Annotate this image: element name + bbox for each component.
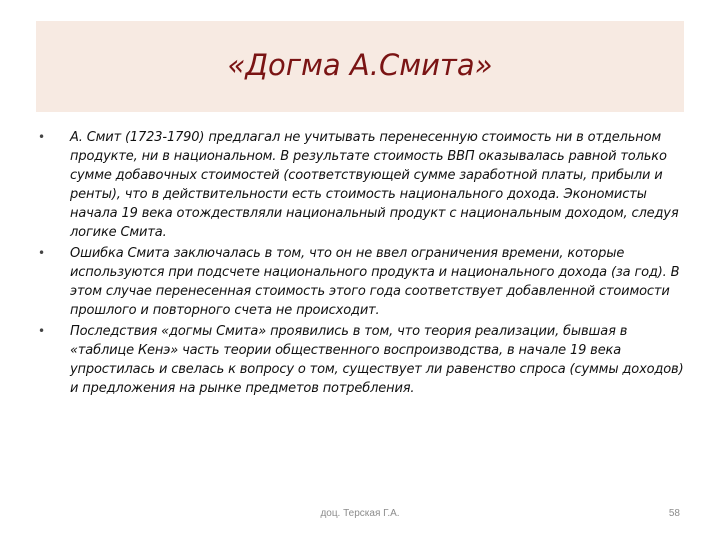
- slide-title: «Догма А.Смита»: [227, 48, 493, 82]
- list-item: [38, 128, 690, 242]
- bullet-list: [38, 128, 690, 400]
- footer-author: доц. Терская Г.А.: [320, 508, 400, 519]
- bullet-text: Ошибка Смита заключалась в том, что он не ввел ограничения времени, которые используются при подсчете национального продукта и национального дохода (за год). В этом случае перенесенная стоимость этого года соответствует добавленной стоимости прошлого и повторного счета не происходит.: [70, 246, 680, 318]
- bullet-icon: •: [38, 246, 46, 260]
- bullet-text: А. Смит (1723-1790) предлагал не учитывать перенесенную стоимость ни в отдельном продукте, ни в национальном. В результате стоимость ВВП оказывалась равной только сумме добавочных стоимостей (соответствующей сумме заработной платы, прибыли и ренты), что в действительности есть стоимость национального дохода. Экономисты начала 19 века отождествляли национальный продукт с национальным доходом, следуя логике Смита.: [70, 130, 679, 240]
- title-band: [36, 21, 684, 112]
- page-number: 58: [668, 508, 680, 519]
- bullet-text: Последствия «догмы Смита» проявились в том, что теория реализации, бывшая в «таблице Кенэ» часть теории общественного воспроизводства, в начале 19 века упростилась и свелась к вопросу о том, существует ли равенство спроса (суммы доходов) и предложения на рынке предметов потребления.: [70, 324, 684, 396]
- bullet-icon: •: [38, 130, 46, 144]
- list-item: [38, 244, 690, 320]
- list-item: [38, 322, 690, 398]
- bullet-icon: •: [38, 324, 46, 338]
